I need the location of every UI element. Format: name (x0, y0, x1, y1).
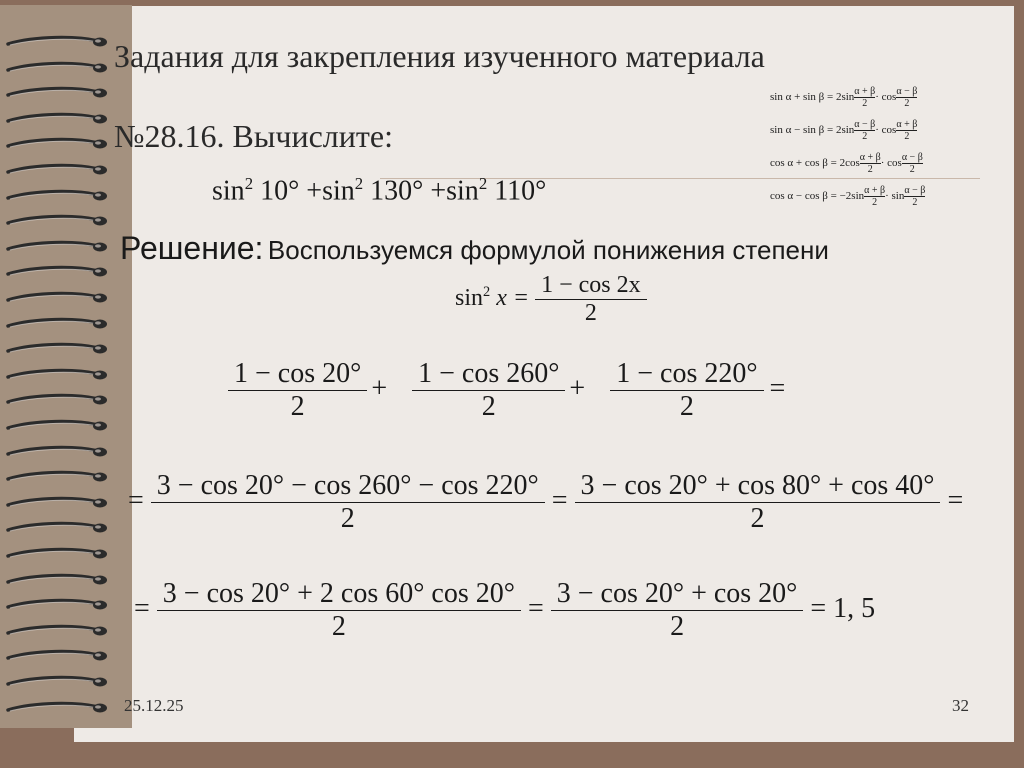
spiral-ring-icon (6, 162, 108, 177)
fraction-numerator: 3 − cos 20° + cos 20° (556, 578, 798, 609)
step2-fraction (151, 470, 545, 535)
reference-formula (770, 119, 925, 152)
fraction-numerator: α + β (854, 86, 876, 97)
spiral-ring-icon (6, 418, 108, 433)
fraction-numerator: α − β (854, 119, 876, 130)
reference-formula (770, 185, 925, 218)
step3-fraction (157, 578, 521, 643)
spiral-ring-icon (6, 520, 108, 535)
ref-fraction (896, 119, 917, 142)
step1-fraction (228, 358, 367, 423)
spiral-ring-icon (6, 290, 108, 305)
spiral-ring-icon (6, 367, 108, 382)
spiral-ring-icon (6, 648, 108, 663)
fraction-denominator: 2 (896, 130, 917, 142)
step2-fraction (575, 470, 941, 535)
reference-formula (770, 86, 925, 119)
fraction-denominator: 2 (860, 163, 881, 175)
fraction-denominator: 2 (854, 97, 875, 109)
final-result: = 1, 5 (810, 592, 876, 624)
ref-fraction (904, 185, 925, 208)
fraction-denominator: 2 (896, 97, 917, 109)
spiral-ring-icon (6, 136, 108, 151)
spiral-ring-icon (6, 188, 108, 203)
task-term: 130° (370, 175, 424, 207)
fraction-denominator: 2 (864, 196, 885, 208)
spiral-ring-icon (6, 264, 108, 279)
task-term: 10° (260, 175, 300, 207)
reference-formulas (770, 86, 925, 218)
spiral-ring-icon (6, 341, 108, 356)
fraction-denominator: 2 (575, 502, 941, 535)
ref-fraction (854, 119, 875, 142)
formula-lhs: cos α + cos β = 2cos (770, 157, 860, 170)
fraction-denominator: 2 (610, 390, 763, 423)
operator: + (569, 372, 586, 404)
ref-fraction (860, 152, 881, 175)
task-exp: 2 (244, 174, 254, 193)
fraction-numerator: 1 − cos 220° (616, 358, 758, 389)
fraction-denominator: 2 (854, 130, 875, 142)
fraction-denominator: 2 (157, 610, 521, 643)
step3-fraction (551, 578, 804, 643)
step1-fraction (610, 358, 763, 423)
fraction-denominator: 2 (228, 390, 367, 423)
page-number: 32 (952, 696, 969, 715)
task-expression (212, 174, 546, 207)
fraction-numerator: α + β (859, 152, 881, 163)
step2-expression (128, 470, 963, 535)
operator: + (371, 372, 388, 404)
task-number: №28.16. Вычислите: (114, 118, 393, 154)
spiral-ring-icon (6, 392, 108, 407)
operator: = (128, 484, 144, 516)
ref-fraction (864, 185, 885, 208)
solution-label: Решение: (120, 230, 264, 266)
operator: = (527, 592, 544, 624)
step3-expression (134, 578, 875, 643)
fraction-denominator: 2 (551, 610, 804, 643)
fraction-denominator: 2 (151, 502, 545, 535)
reduction-formula (455, 272, 647, 327)
spiral-ring-icon (6, 495, 108, 510)
formula-operator: · sin (885, 190, 905, 203)
formula-operator: · cos (880, 157, 902, 170)
formula-exp: 2 (483, 284, 491, 301)
ref-fraction (854, 86, 875, 109)
fraction-numerator: 3 − cos 20° + 2 cos 60° cos 20° (162, 578, 515, 609)
spiral-ring-icon (6, 572, 108, 587)
task-term: +sin (430, 175, 479, 207)
spiral-ring-icon (6, 213, 108, 228)
task-term: sin (212, 175, 245, 207)
fraction-numerator: α + β (864, 185, 886, 196)
formula-fn: sin (455, 285, 484, 312)
spiral-ring-icon (6, 111, 108, 126)
formula-operator: · cos (875, 91, 897, 104)
operator: = (134, 592, 150, 624)
operator: = (551, 484, 568, 516)
fraction-numerator: 3 − cos 20° + cos 80° + cos 40° (580, 470, 935, 501)
spiral-ring-icon (6, 60, 108, 75)
formula-lhs: sin α + sin β = 2sin (770, 91, 855, 104)
formula-fraction (535, 272, 647, 327)
spiral-ring-icon (6, 316, 108, 331)
fraction-numerator: α − β (896, 86, 918, 97)
fraction-denominator: 2 (412, 390, 565, 423)
ref-fraction (896, 86, 917, 109)
footer-date: 25.12.25 (124, 696, 184, 715)
fraction-denominator: 2 (904, 196, 925, 208)
fraction-numerator: α + β (896, 119, 918, 130)
fraction-numerator: α − β (904, 185, 926, 196)
step1-expression (228, 358, 785, 423)
fraction-numerator: α − β (901, 152, 923, 163)
formula-lhs: cos α − cos β = −2sin (770, 190, 865, 203)
formula-lhs: sin α − sin β = 2sin (770, 124, 855, 137)
formula-operator: · cos (875, 124, 897, 137)
step1-fraction (412, 358, 565, 423)
fraction-numerator: 1 − cos 2x (541, 272, 641, 298)
task-exp: 2 (478, 174, 488, 193)
spiral-ring-icon (6, 239, 108, 254)
spiral-ring-icon (6, 700, 108, 715)
spiral-ring-icon (6, 34, 108, 49)
spiral-ring-icon (6, 623, 108, 638)
slide-title: Задания для закрепления изученного материала (114, 38, 765, 74)
spiral-ring-icon (6, 85, 108, 100)
solution-line (120, 230, 829, 267)
operator: = (769, 372, 786, 404)
fraction-denominator: 2 (902, 163, 923, 175)
spiral-ring-icon (6, 546, 108, 561)
spiral-ring-icon (6, 674, 108, 689)
fraction-denominator: 2 (535, 299, 647, 327)
solution-text: Воспользуемся формулой понижения степени (267, 235, 829, 265)
spiral-ring-icon (6, 597, 108, 612)
fraction-numerator: 3 − cos 20° − cos 260° − cos 220° (156, 470, 539, 501)
operator: = (947, 484, 964, 516)
task-term: +sin (306, 175, 355, 207)
spiral-ring-icon (6, 444, 108, 459)
reference-formula (770, 152, 925, 185)
fraction-numerator: 1 − cos 260° (418, 358, 560, 389)
fraction-numerator: 1 − cos 20° (234, 358, 362, 389)
ref-fraction (902, 152, 923, 175)
task-term: 110° (494, 175, 547, 207)
spiral-ring-icon (6, 469, 108, 484)
formula-var: x = (496, 285, 530, 312)
task-exp: 2 (354, 174, 364, 193)
